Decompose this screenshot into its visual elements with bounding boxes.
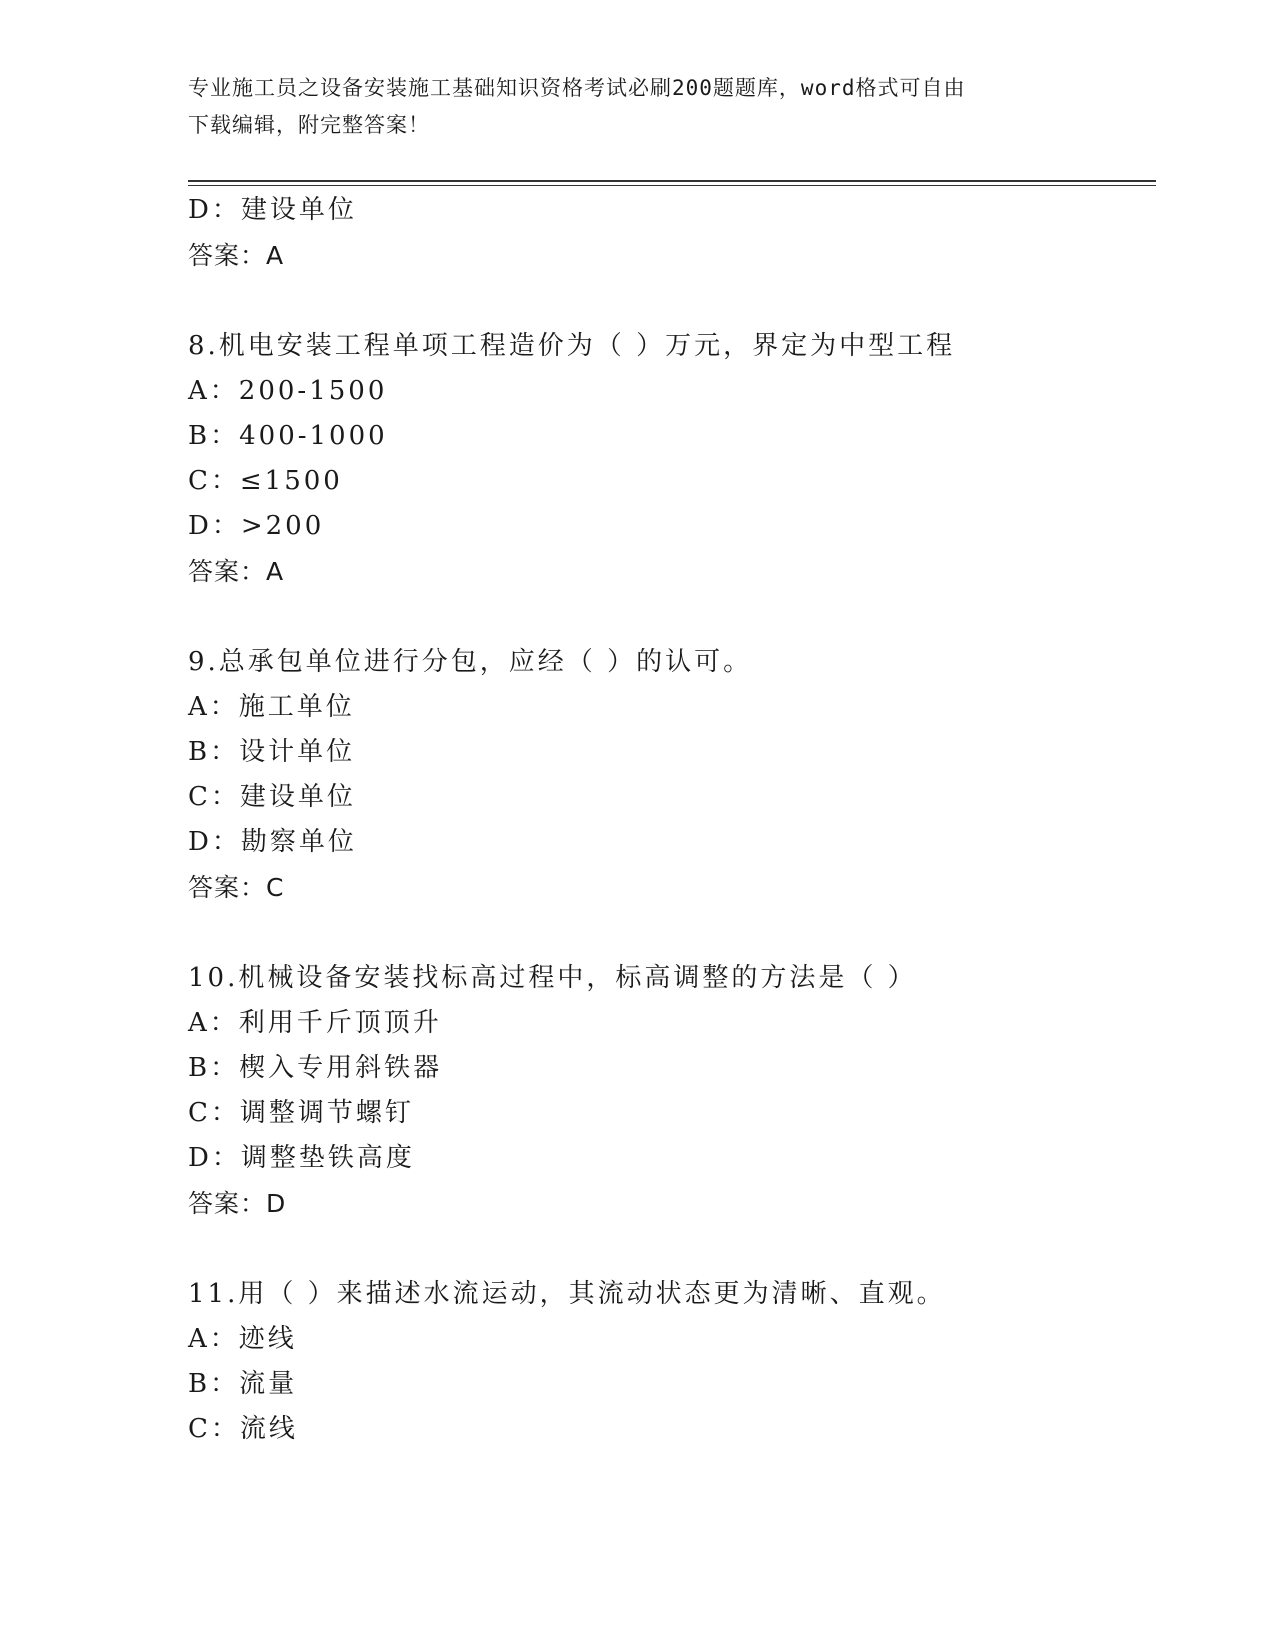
question-block-11 — [188, 1272, 1148, 1452]
option-b: B：设计单位 — [188, 737, 356, 767]
question-block-10 — [188, 956, 1148, 1226]
question-block-7-tail — [188, 188, 1148, 278]
question-block-8 — [188, 324, 1148, 594]
header-divider — [188, 180, 1156, 186]
option-b: B：楔入专用斜铁器 — [188, 1053, 443, 1083]
option-b: B：400-1000 — [188, 421, 388, 451]
answer-line: 答案：A — [188, 557, 285, 586]
option-a: A：200-1500 — [188, 376, 388, 406]
question-stem: 8.机电安装工程单项工程造价为（ ）万元，界定为中型工程 — [188, 331, 956, 361]
answer-line: 答案：A — [188, 241, 285, 270]
answer-line: 答案：C — [188, 873, 285, 902]
option-c: C：≤1500 — [188, 466, 343, 496]
option-a: A：迹线 — [188, 1324, 297, 1354]
option-d: D：调整垫铁高度 — [188, 1143, 415, 1173]
question-block-9 — [188, 640, 1148, 910]
option-c: C：建设单位 — [188, 782, 356, 812]
option-a: A：施工单位 — [188, 692, 355, 722]
option-d: D：建设单位 — [188, 195, 357, 225]
option-c: C：流线 — [188, 1414, 298, 1444]
question-stem: 11.用（ ）来描述水流运动，其流动状态更为清晰、直观。 — [188, 1279, 946, 1309]
header-title-line-1: 专业施工员之设备安装施工基础知识资格考试必刷200题题库，word格式可自由 — [188, 76, 966, 100]
document-header — [188, 70, 1088, 144]
option-a: A：利用千斤顶顶升 — [188, 1008, 442, 1038]
question-stem: 10.机械设备安装找标高过程中，标高调整的方法是（ ） — [188, 963, 917, 993]
question-list — [188, 188, 1148, 1452]
option-c: C：调整调节螺钉 — [188, 1098, 414, 1128]
option-b: B：流量 — [188, 1369, 298, 1399]
option-d: D：勘察单位 — [188, 827, 357, 857]
option-d: D：>200 — [188, 511, 325, 541]
header-title-line-2: 下载编辑，附完整答案！ — [188, 113, 430, 137]
answer-line: 答案：D — [188, 1189, 287, 1218]
question-stem: 9.总承包单位进行分包，应经（ ）的认可。 — [188, 647, 753, 677]
